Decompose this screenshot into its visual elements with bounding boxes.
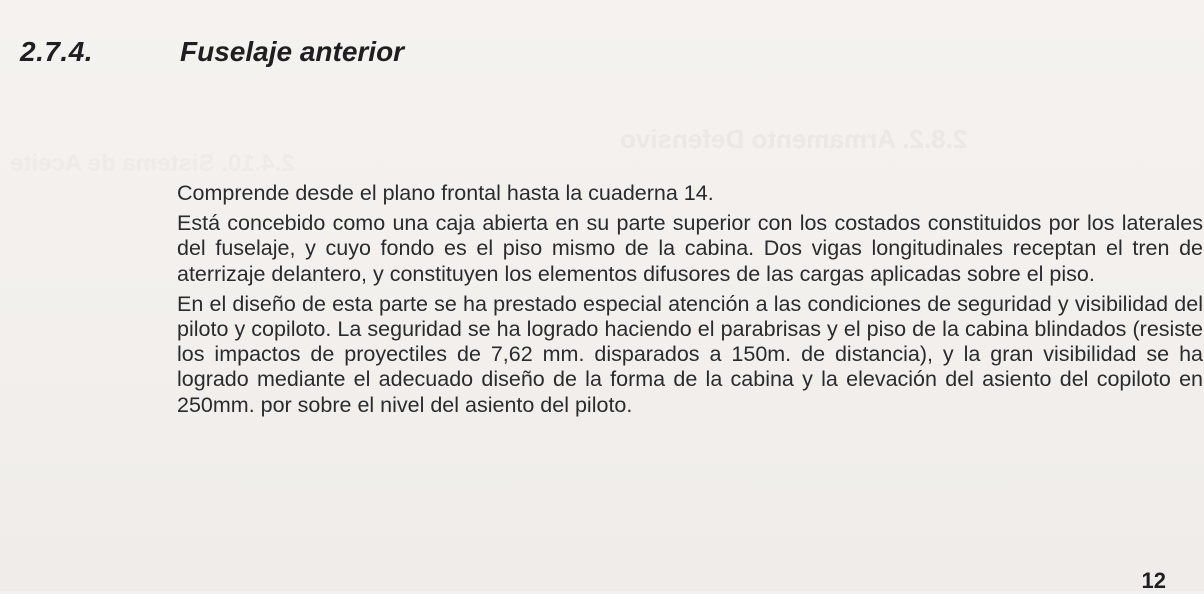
body-text [177, 181, 1203, 423]
paragraph: Comprende desde el plano frontal hasta la cuaderna 14. [177, 181, 714, 205]
section-number: 2.7.4. [20, 36, 94, 67]
bleed-through-text: 2.4.10. Sistema de Aceite [10, 150, 295, 177]
page-number: 12 [1141, 568, 1166, 593]
paragraph: Está concebido como una caja abierta en su parte superior con los costados constituidos por los laterales del fuselaje, y cuyo fondo es el piso mismo de la cabina. Dos vigas longitudinales receptan el tren de aterrizaje delantero, y constituyen los elementos difusores de las cargas aplicadas sobre el piso. [177, 211, 1203, 286]
bleed-through-text: 2.8.2. Armamento Defensivo [620, 124, 968, 154]
section-title: Fuselaje anterior [180, 36, 405, 67]
paragraph: En el diseño de esta parte se ha prestado especial atención a las condiciones de seguridad y visibilidad del piloto y copiloto. La seguridad se ha logrado haciendo el parabrisas y el piso de la cabina blindados (resiste los impactos de proyectiles de 7,62 mm. disparados a 150m. de distancia), y la gran visibilidad se ha logrado mediante el adecuado diseño de la forma de la cabina y la elevación del asiento del copiloto en 250mm. por sobre el nivel del asiento del piloto. [177, 291, 1203, 417]
